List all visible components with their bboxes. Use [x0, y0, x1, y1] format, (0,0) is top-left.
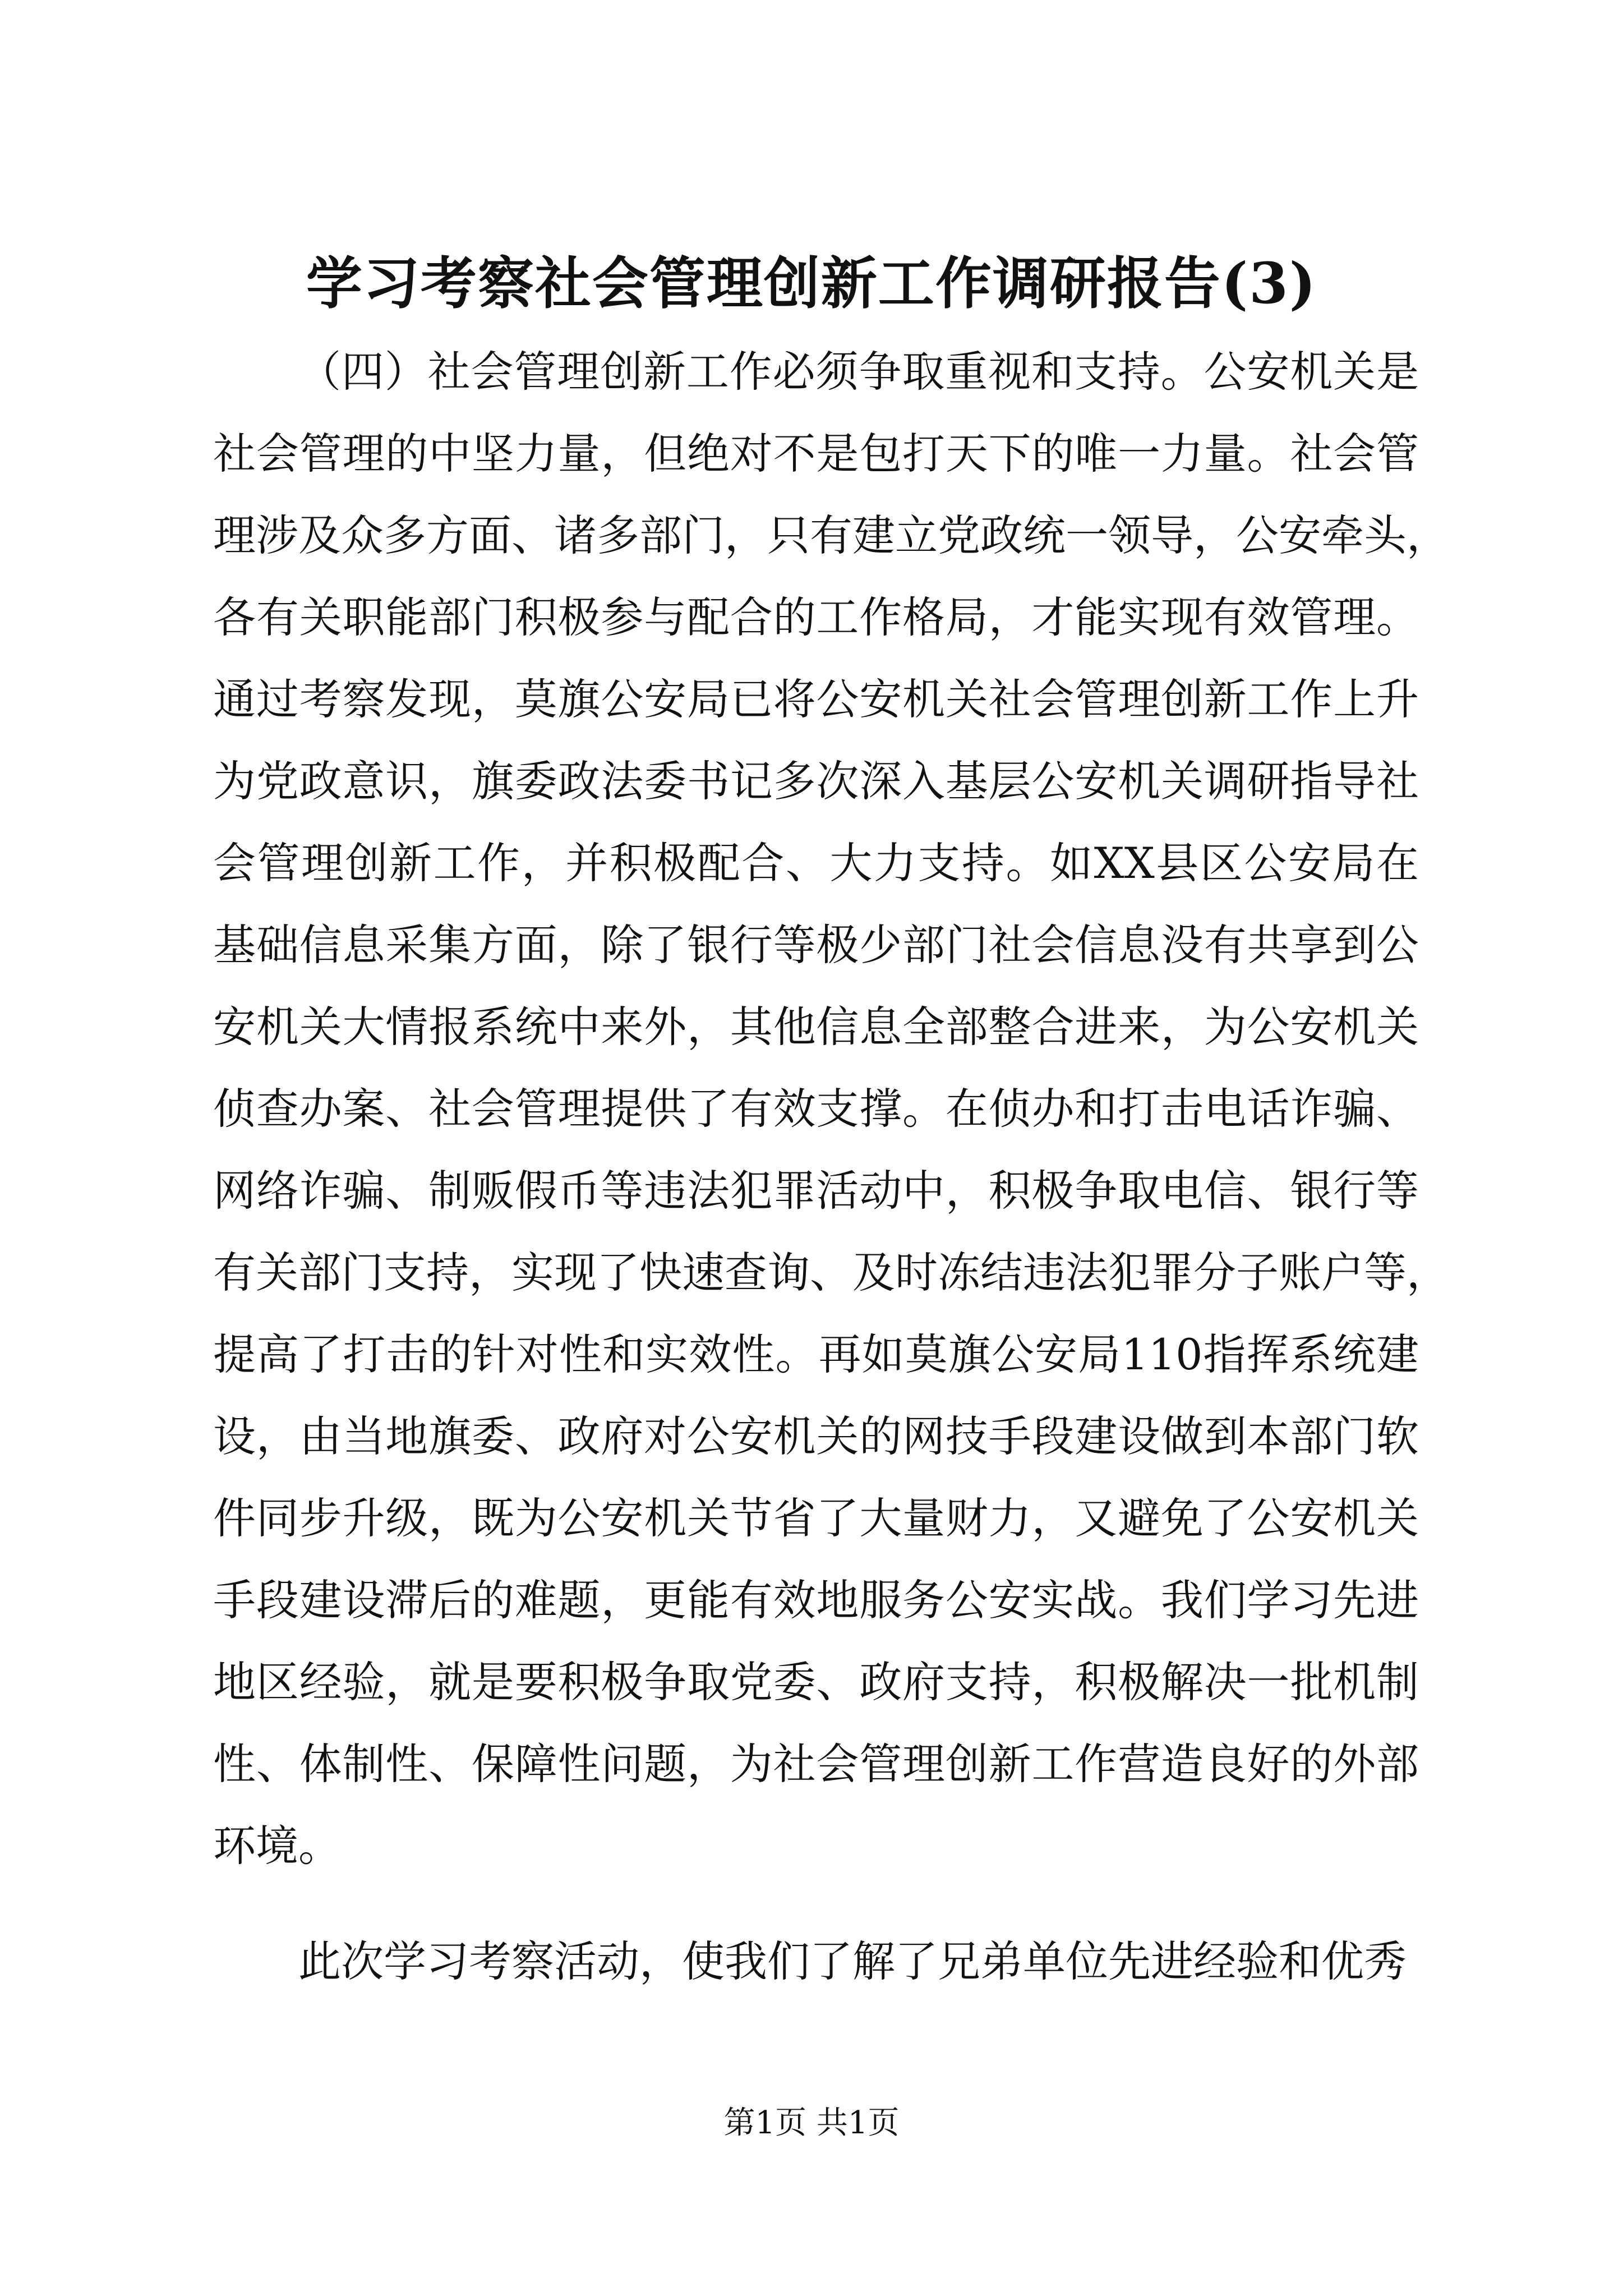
- text-line: 会管理创新工作，并积极配合、大力支持。如XX县区公安局在: [213, 838, 1419, 888]
- text-line: 地区经验，就是要积极争取党委、政府支持，积极解决一批机制: [213, 1657, 1419, 1707]
- paragraph-spacer: [213, 1887, 1419, 1921]
- text-line: 提高了打击的针对性和实效性。再如莫旗公安局110指挥系统建: [213, 1329, 1419, 1379]
- text-line: 基础信息采集方面，除了银行等极少部门社会信息没有共享到公: [213, 920, 1419, 970]
- paragraph: [213, 331, 1449, 1887]
- document-title: 学习考察社会管理创新工作调研报告(3): [306, 250, 1317, 316]
- text-line: 件同步升级，既为公安机关节省了大量财力，又避免了公安机关: [213, 1493, 1419, 1543]
- text-line: 侦查办案、社会管理提供了有效支撑。在侦办和打击电话诈骗、: [213, 1084, 1419, 1134]
- text-line: 此次学习考察活动，使我们了解了兄弟单位先进经验和优秀: [298, 1936, 1407, 1986]
- text-line: 各有关职能部门积极参与配合的工作格局，才能实现有效管理。: [213, 592, 1419, 642]
- text-line: 设，由当地旗委、政府对公安机关的网技手段建设做到本部门软: [213, 1411, 1419, 1461]
- paragraph: [213, 1921, 1419, 2003]
- document-body: [213, 331, 1449, 2003]
- text-line: 性、体制性、保障性问题，为社会管理创新工作营造良好的外部: [213, 1739, 1419, 1789]
- text-line: 环境。: [213, 1821, 341, 1871]
- text-line: 有关部门支持，实现了快速查询、及时冻结违法犯罪分子账户等，: [213, 1248, 1449, 1297]
- text-line: 网络诈骗、制贩假币等违法犯罪活动中，积极争取电信、银行等: [213, 1166, 1419, 1216]
- text-line: 为党政意识，旗委政法委书记多次深入基层公安机关调研指导社: [213, 756, 1419, 806]
- text-line: 手段建设滞后的难题，更能有效地服务公安实战。我们学习先进: [213, 1575, 1419, 1625]
- text-line: 社会管理的中坚力量，但绝对不是包打天下的唯一力量。社会管: [213, 429, 1419, 478]
- text-line: 理涉及众多方面、诸多部门，只有建立党政统一领导，公安牵头，: [213, 510, 1449, 560]
- page-footer: 第1页 共1页: [723, 2105, 900, 2141]
- text-line: （四）社会管理创新工作必须争取重视和支持。公安机关是: [298, 347, 1419, 397]
- text-line: 通过考察发现，莫旗公安局已将公安机关社会管理创新工作上升: [213, 674, 1419, 724]
- text-line: 安机关大情报系统中来外，其他信息全部整合进来，为公安机关: [213, 1002, 1419, 1052]
